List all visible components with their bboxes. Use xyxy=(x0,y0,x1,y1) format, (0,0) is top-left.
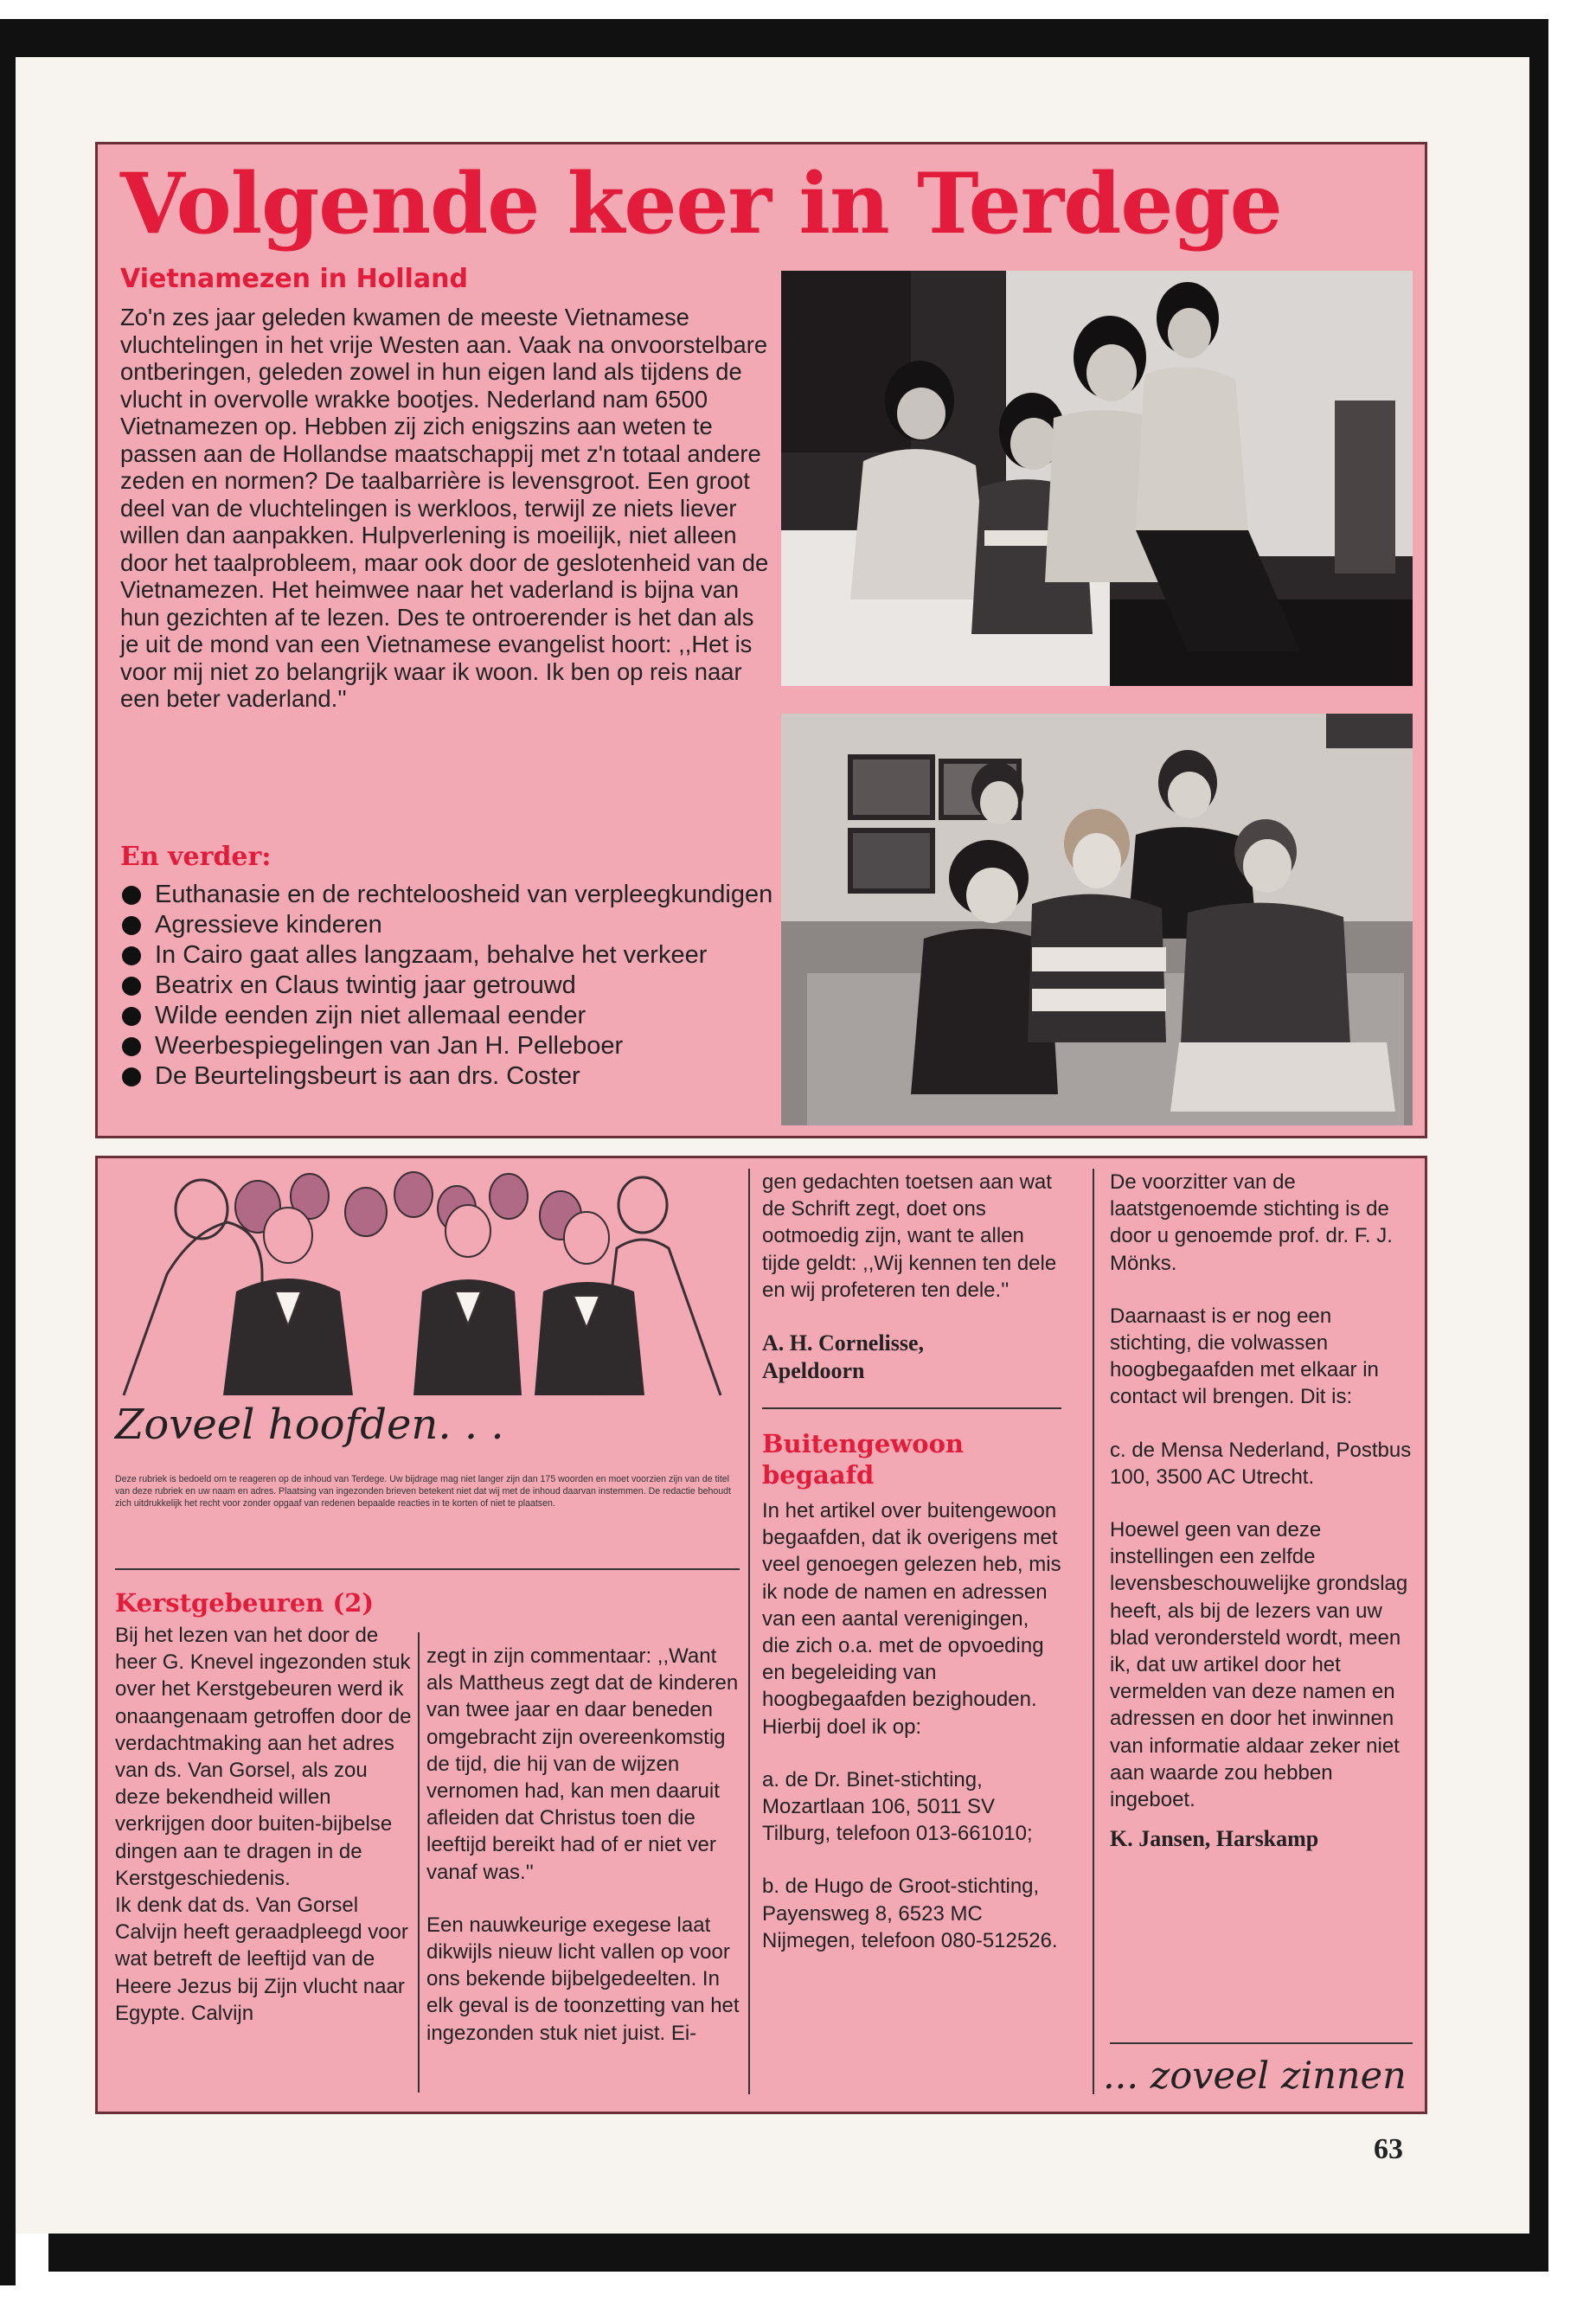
address-item: c. de Mensa Nederland, Postbus 100, 3500 AC Utrecht. xyxy=(1110,1438,1412,1489)
list-item: Euthanasie en de rechteloosheid van verpleegkundigen xyxy=(120,880,778,910)
column-divider xyxy=(748,1169,750,2094)
footer-title: ... zoveel zinnen xyxy=(1103,2054,1407,2098)
photo-vietnamese-family xyxy=(781,271,1413,686)
page-number: 63 xyxy=(1374,2133,1403,2165)
bullet-dot-icon xyxy=(122,1067,141,1086)
bullet-dot-icon xyxy=(122,946,141,965)
paragraph: De voorzitter van de laatstgenoemde stichting is de door u genoemde prof. dr. F. J. Mönks. xyxy=(1110,1170,1393,1275)
photo-royal-family xyxy=(781,714,1413,1125)
bullet-dot-icon xyxy=(122,886,141,905)
photo-royal-family-image xyxy=(781,714,1413,1125)
next-issue-panel xyxy=(95,142,1427,1138)
list-item: Beatrix en Claus twintig jaar getrouwd xyxy=(120,971,778,1001)
letter-heading-buitengewoon: Buitengewoon begaafd xyxy=(762,1429,965,1490)
divider xyxy=(762,1407,1061,1409)
letter-column-d xyxy=(1110,1169,1413,1853)
photo-vietnamese-family-image xyxy=(781,271,1413,686)
letter-heading-kerstgebeuren: Kerstgebeuren (2) xyxy=(115,1588,375,1618)
lead-article-body: Zo'n zes jaar geleden kwamen de meeste Vietnamese vluchtelingen in het vrije Westen aan. Vaak na onvoorstelbare ontberingen, geleden zowel in hun eigen land als tijdens de vlucht in overvolle wrakke bootjes. Nederland nam 6500 Vietnamezen op. Hebben zij zich enigszins aan weten te passen aan de Hollandse maatschappij met z'n totaal andere zeden en normen? De taalbarrière is levensgroot. Een groot deel van de vluchtelingen is werkloos, terwijl ze niets liever willen dan aanpakken. Hulpverlening is moeilijk, niet alleen door het taalprobleem, maar ook door de geslotenheid van de Vietnamezen. Het heimwee naar het vaderland is bijna van hun gezichten af te lezen. Des te ontroerender is het dan als je uit de mond van een Vietnamese evangelist hoort: ,,Het is voor mij niet zo belangrijk waar ik woon. Ik ben op reis naar een beter vaderland.'' xyxy=(120,304,769,712)
bullet-dot-icon xyxy=(122,1007,141,1026)
paragraph: Daarnaast is er nog een stichting, die volwassen hoogbegaafden met elkaar in contact wil brengen. Dit is: xyxy=(1110,1304,1379,1409)
letter-column-c xyxy=(762,1169,1061,1954)
divider xyxy=(1110,2042,1413,2044)
paragraph: zegt in zijn commentaar: ,,Want als Mattheus zegt dat de kinderen van twee jaar en daar beneden omgebracht zijn overeenkomstig de tijd, die hij van de wijzen vernomen had, kan men daaruit afleiden dat Christus toen die leeftijd bereikt had of er niet ver vanaf was.'' xyxy=(426,1644,739,1884)
crowd-illustration xyxy=(115,1170,738,1404)
paragraph: Een nauwkeurige exegese laat dikwijls nieuw licht vallen op voor ons bekende bijbelgedeelten. In elk geval is de toonzetting van het ingezonden stuk niet juist. Ei- xyxy=(426,1913,740,2045)
bullet-dot-icon xyxy=(122,1037,141,1056)
letters-panel xyxy=(95,1156,1427,2114)
scan-border-right xyxy=(1529,19,1548,2234)
list-item: De Beurtelingsbeurt is aan drs. Coster xyxy=(120,1061,778,1092)
bullet-dot-icon xyxy=(122,916,141,935)
letter-column-a xyxy=(115,1622,413,2027)
bullet-dot-icon xyxy=(122,977,141,996)
headline: Volgende keer in Terdege xyxy=(120,155,1282,253)
scan-border-left xyxy=(0,19,16,2285)
paragraph: gen gedachten toetsen aan wat de Schrift zegt, doet ons ootmoedig zijn, want te allen tijde geldt: ,,Wij kennen ten dele en wij profeteren ten dele.'' xyxy=(762,1170,1057,1302)
scan-border-top xyxy=(0,19,1548,57)
paragraph: Hoewel geen van deze instellingen een zelfde levensbeschouwelijke grondslag heeft, als bij de lezers van uw blad verondersteld wordt, meen ik, dat uw artikel door het vermelden van deze namen en adressen en door het inwinnen van informatie aldaar zeker niet aan waarde zou hebben ingeboet. xyxy=(1110,1518,1408,1812)
paragraph: In het artikel over buitengewoon begaafden, dat ik overigens met veel genoegen gelezen heb, mis ik node de namen en adressen van een aantal verenigingen, die zich o.a. met de opvoeding en begeleiding van hoogbegaafden bezighouden. Hierbij doel ik op: xyxy=(762,1499,1061,1739)
more-list xyxy=(120,880,778,1092)
divider xyxy=(115,1568,740,1570)
signature: K. Jansen, Harskamp xyxy=(1110,1826,1319,1852)
column-divider xyxy=(1093,1169,1094,2094)
letter-column-b xyxy=(426,1643,741,2047)
column-divider xyxy=(418,1632,420,2093)
address-item: b. de Hugo de Groot-stichting, Payensweg 8, 6523 MC Nijmegen, telefoon 080-512526. xyxy=(762,1875,1058,1952)
address-item: a. de Dr. Binet-stichting, Mozartlaan 106, 5011 SV Tilburg, telefoon 013-661010; xyxy=(762,1767,1033,1846)
list-item: Agressieve kinderen xyxy=(120,910,778,940)
scan-border-bottom xyxy=(48,2234,1548,2272)
list-item: Wilde eenden zijn niet allemaal eender xyxy=(120,1001,778,1031)
paragraph: Ik denk dat ds. Van Gorsel Calvijn heeft geraadpleegd voor wat betreft de leeftijd van de Heere Jezus bij Zijn vlucht naar Egypte. Calvijn xyxy=(115,1894,408,2025)
section-title: Zoveel hoofden. . . xyxy=(115,1400,504,1449)
signature-name: A. H. Cornelisse, xyxy=(762,1330,925,1356)
list-item: In Cairo gaat alles langzaam, behalve het verkeer xyxy=(120,940,778,971)
signature-place: Apeldoorn xyxy=(762,1358,865,1384)
lead-article-heading: Vietnamezen in Holland xyxy=(120,264,468,294)
more-heading: En verder: xyxy=(120,842,272,872)
paragraph: Bij het lezen van het door de heer G. Knevel ingezonden stuk over het Kerstgebeuren werd ik onaangenaam getroffen door de verdachtmaking aan het adres van ds. Van Gorsel, als zou deze bekendheid willen verkrijgen door buiten-bijbelse dingen aan te dragen in de Kerstgeschiedenis. xyxy=(115,1624,412,1890)
list-item: Weerbespiegelingen van Jan H. Pelleboer xyxy=(120,1031,778,1061)
rubric-disclaimer: Deze rubriek is bedoeld om te reageren op de inhoud van Terdege. Uw bijdrage mag niet langer zijn dan 175 woorden en moet voorzien zijn van de titel van deze rubriek en uw naam en adres. Plaatsing van ingezonden brieven betekent niet dat wij met de inhoud daarvan instemmen. De redactie behoudt zich uitdrukkelijk het recht voor zonder opgaaf van redenen bepaalde reacties in te korten of niet te plaatsen. xyxy=(115,1474,731,1509)
